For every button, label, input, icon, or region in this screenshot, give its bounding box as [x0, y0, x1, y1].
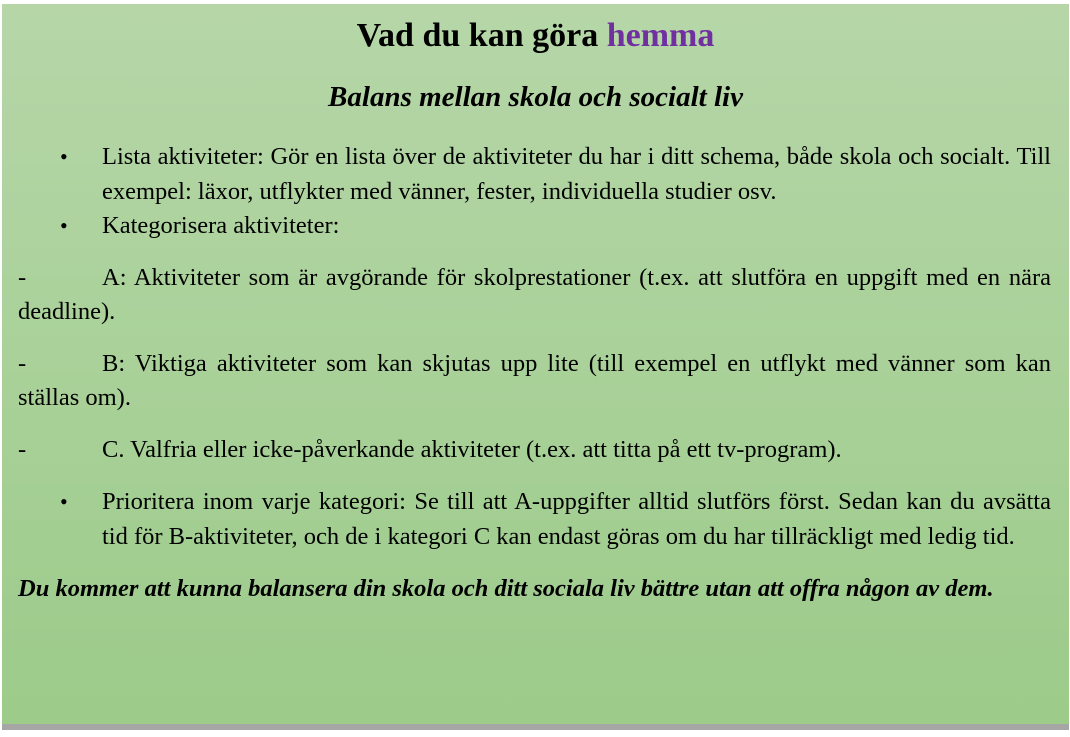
- content-body: [18, 140, 1051, 607]
- info-panel: [2, 4, 1069, 730]
- category-a-item: [18, 261, 1051, 330]
- category-c-item: [18, 433, 1051, 468]
- category-a-text: A: Aktiviteter som är avgörande för skolprestationer (t.ex. att slutföra en uppgift med en nära deadline).: [18, 263, 1051, 325]
- bullet-text: Lista aktiviteter: Gör en lista över de aktiviteter du har i ditt schema, både skola och socialt. Till exempel: läxor, utflykter med vänner, fester, individuella studier osv.: [102, 143, 1051, 205]
- dash-marker: -: [18, 435, 27, 463]
- bullet-categorize: [18, 209, 1051, 244]
- page-subtitle: Balans mellan skola och socialt liv: [328, 81, 743, 113]
- category-b-text: B: Viktiga aktiviteter som kan skjutas upp lite (till exempel en utflykt med vänner som kan ställas om).: [18, 349, 1051, 411]
- bullet-dot-icon: •: [60, 489, 68, 514]
- dash-marker: -: [18, 349, 27, 377]
- bullet-dot-icon: •: [60, 144, 68, 169]
- title-main-text: Vad du kan göra: [356, 17, 607, 54]
- category-c-text: C. Valfria eller icke-påverkande aktiviteter (t.ex. att titta på ett tv-program).: [102, 435, 842, 463]
- category-b-item: [18, 347, 1051, 416]
- bullet-text: Prioritera inom varje kategori: Se till att A-uppgifter alltid slutförs först. Sedan kan du avsätta tid för B-aktiviteter, och de i kategori C kan endast göras om du har tillräckligt med ledig tid.: [102, 488, 1051, 550]
- dash-marker: -: [18, 263, 27, 291]
- bullet-text: Kategorisera aktiviteter:: [102, 212, 340, 239]
- bullet-dot-icon: •: [60, 213, 68, 238]
- bullet-prioritize: [18, 485, 1051, 554]
- bullet-list-activities: [18, 140, 1051, 209]
- closing-statement: Du kommer att kunna balansera din skola och ditt sociala liv bättre utan att offra någon av dem.: [18, 575, 994, 602]
- page-title: [2, 16, 1069, 56]
- title-accent-text: hemma: [606, 17, 715, 54]
